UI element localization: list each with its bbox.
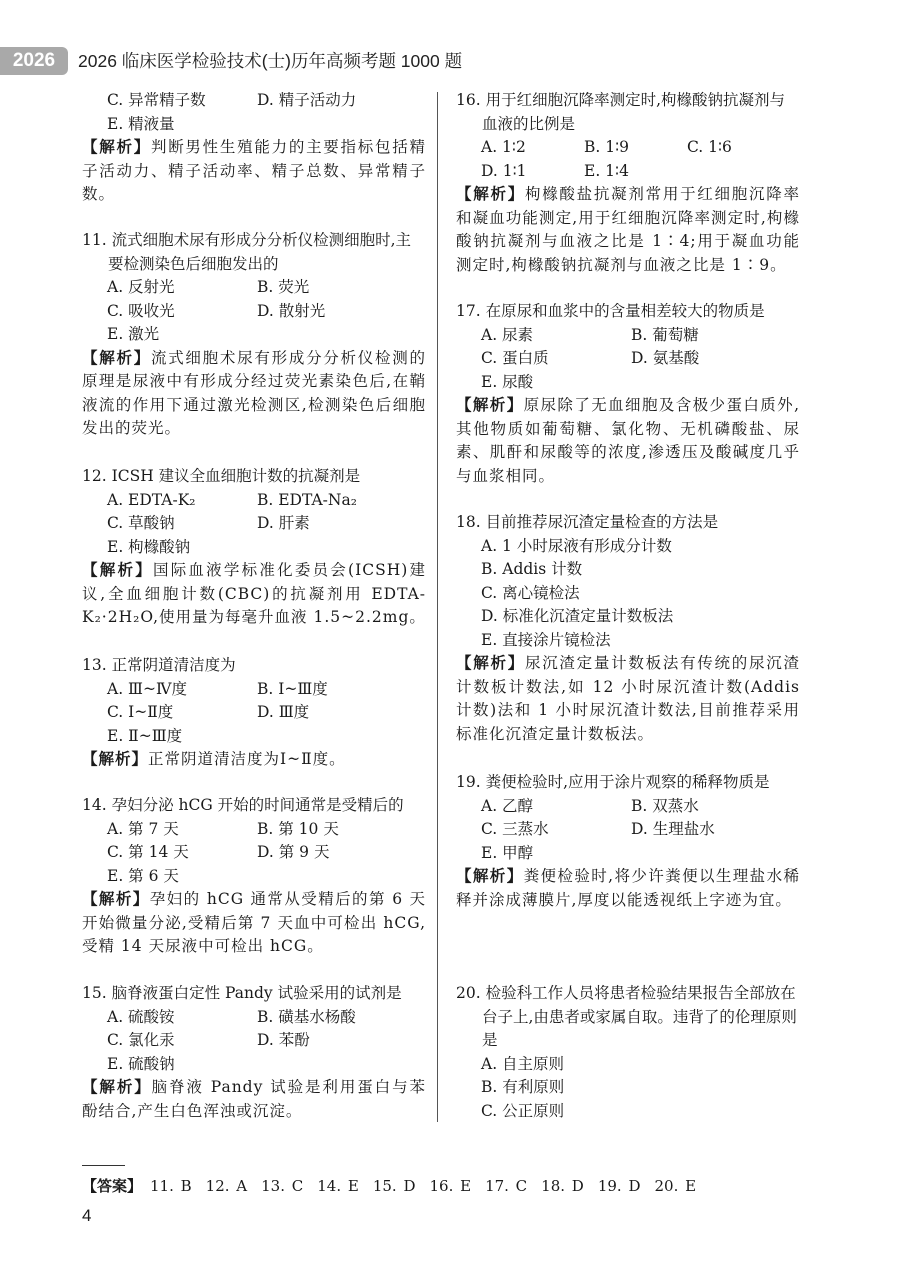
option: E. 激光 (107, 325, 160, 343)
answer-item: 18. D (541, 1177, 584, 1195)
analysis-tag: 【解析】 (82, 348, 151, 367)
option: C. Ⅰ~Ⅱ度 (107, 703, 174, 721)
options-list (456, 535, 800, 653)
option: C. 公正原则 (481, 1101, 565, 1120)
option: D. 标准化沉渣定量计数板法 (481, 607, 674, 625)
options-list (456, 795, 800, 866)
question-block (82, 89, 426, 207)
options-list (82, 818, 426, 889)
analysis-text: 尿沉渣定量计数板法有传统的尿沉渣计数板计数法,如 12 小时尿沉渣计数(Addis 计数)法和 1 小时尿沉渣计数法,目前推荐采用标准化沉渣定量计数板法。 (456, 654, 800, 743)
option: A. Ⅲ~Ⅳ度 (107, 679, 187, 698)
answer-item: 13. C (261, 1177, 304, 1195)
question-stem (456, 300, 800, 324)
answer-item: 20. E (654, 1177, 697, 1195)
analysis (82, 347, 426, 441)
option: C. 三蒸水 (481, 820, 549, 838)
question-stem (82, 229, 426, 276)
analysis-text: 流式细胞术尿有形成分分析仪检测的原理是尿液中有形成分经过荧光素染色后,在鞘液流的作用下通过激光检测区,检测染色后细胞发出的荧光。 (82, 348, 426, 437)
option: A. 反射光 (107, 278, 175, 296)
question-stem (82, 465, 426, 489)
question-text: 目前推荐尿沉渣定量检查的方法是 (485, 513, 719, 531)
option: E. 精液量 (107, 114, 175, 133)
option: D. Ⅲ度 (257, 703, 310, 721)
answer-key-tag: 【答案】 (82, 1177, 143, 1195)
analysis-tag: 【解析】 (456, 867, 524, 885)
question-number: 15. (82, 984, 107, 1002)
analysis-text: 原尿除了无血细胞及含极少蛋白质外,其他物质如葡萄糖、氯化物、无机磷酸盐、尿素、肌酐和尿酸等的浓度,渗透压及酸碱度几乎与血浆相同。 (456, 396, 800, 485)
question-number: 14. (82, 796, 107, 814)
analysis-text: 枸橼酸盐抗凝剂常用于红细胞沉降率和凝血功能测定,用于红细胞沉降率测定时,枸橼酸钠抗凝剂与血液之比是 1∶4;用于凝血功能测定时,枸橼酸钠抗凝剂与血液之比是 1∶9。 (456, 185, 800, 274)
question-text: ICSH 建议全血细胞计数的抗凝剂是 (111, 467, 361, 485)
question-text: 检验科工作人员将患者检验结果报告全部放在台子上,由患者或家属自取。违背了的伦理原则是 (482, 984, 797, 1049)
option: C. 离心镜检法 (481, 583, 580, 602)
analysis (456, 394, 800, 488)
answer-item: 17. C (485, 1177, 528, 1195)
question-block (456, 771, 800, 912)
analysis (82, 136, 426, 207)
analysis-tag: 【解析】 (456, 396, 524, 414)
analysis-text: 孕妇的 hCG 通常从受精后的第 6 天开始微量分泌,受精后第 7 天血中可检出 hCG,受精 14 天尿液中可检出 hCG。 (82, 890, 426, 955)
question-number: 18. (456, 513, 481, 531)
option: E. 尿酸 (481, 372, 534, 391)
question-text: 用于红细胞沉降率测定时,枸橼酸钠抗凝剂与血液的比例是 (482, 91, 786, 133)
answer-item: 11. B (150, 1177, 192, 1195)
answer-key (82, 1175, 710, 1197)
question-number: 11. (82, 231, 107, 249)
question-block (82, 794, 426, 959)
question-text: 在原尿和血浆中的含量相差较大的物质是 (485, 302, 765, 320)
option: C. 氯化汞 (107, 1031, 175, 1049)
question-text: 脑脊液蛋白定性 Pandy 试验采用的试剂是 (111, 984, 402, 1002)
option: E. Ⅱ~Ⅲ度 (107, 726, 183, 745)
options-list (456, 136, 800, 183)
analysis (456, 865, 800, 912)
options-list (82, 1006, 426, 1077)
option: D. 散射光 (257, 301, 326, 320)
option: B. 1∶9 (584, 138, 630, 156)
option: C. 第 14 天 (107, 843, 189, 861)
analysis-tag: 【解析】 (456, 185, 525, 203)
options-list (82, 678, 426, 749)
question-text: 粪便检验时,应用于涂片观察的稀释物质是 (485, 773, 770, 791)
option: D. 生理盐水 (631, 820, 715, 838)
option: D. 第 9 天 (257, 843, 330, 861)
analysis (82, 748, 426, 772)
analysis-tag: 【解析】 (82, 561, 153, 579)
option: B. 双蒸水 (631, 796, 699, 815)
option: E. 硫酸钠 (107, 1054, 175, 1073)
option: E. 1∶4 (584, 161, 629, 180)
page-number: 4 (82, 1206, 92, 1225)
column-divider (437, 92, 438, 1122)
question-number: 12. (82, 467, 107, 485)
answer-item: 12. A (205, 1177, 248, 1195)
analysis-tag: 【解析】 (82, 750, 149, 768)
option: C. 蛋白质 (481, 349, 549, 367)
question-number: 20. (456, 984, 481, 1002)
running-header-title: 2026 临床医学检验技术(士)历年高频考题 1000 题 (78, 51, 463, 71)
analysis-tag: 【解析】 (82, 1078, 152, 1096)
question-number: 17. (456, 302, 481, 320)
analysis-text: 判断男性生殖能力的主要指标包括精子活动力、精子活动率、精子总数、异常精子数。 (82, 138, 426, 203)
year-tab: 2026 (0, 47, 68, 75)
question-text: 正常阴道清洁度为 (111, 656, 236, 674)
question-block (82, 982, 426, 1123)
option: A. EDTA-K₂ (107, 490, 196, 509)
analysis-text: 脑脊液 Pandy 试验是利用蛋白与苯酚结合,产生白色浑浊或沉淀。 (82, 1078, 426, 1120)
analysis-tag: 【解析】 (82, 138, 151, 156)
option: C. 1∶6 (687, 138, 732, 156)
option: A. 尿素 (481, 325, 534, 344)
question-block (456, 982, 800, 1123)
question-stem (456, 771, 800, 795)
option: C. 异常精子数 (107, 91, 206, 109)
question-text: 流式细胞术尿有形成分分析仪检测细胞时,主要检测染色后细胞发出的 (108, 231, 412, 273)
question-stem (456, 89, 800, 136)
analysis-tag: 【解析】 (82, 890, 150, 908)
option: A. 自主原则 (481, 1054, 565, 1073)
analysis (456, 183, 800, 277)
analysis (456, 652, 800, 746)
option: B. 磺基水杨酸 (257, 1007, 356, 1026)
answer-item: 16. E (429, 1177, 472, 1195)
option: A. 第 7 天 (107, 819, 179, 838)
question-block (456, 300, 800, 488)
option: C. 吸收光 (107, 301, 175, 320)
option: D. 氨基酸 (631, 349, 700, 367)
options-list (456, 324, 800, 395)
question-block (456, 511, 800, 746)
option: A. 乙醇 (481, 796, 534, 815)
option: B. 葡萄糖 (631, 325, 699, 344)
option: B. Addis 计数 (481, 560, 583, 578)
question-text: 孕妇分泌 hCG 开始的时间通常是受精后的 (111, 796, 404, 814)
question-number: 19. (456, 773, 481, 791)
option: B. 荧光 (257, 278, 310, 296)
analysis (82, 1076, 426, 1123)
analysis-text: 粪便检验时,将少许粪便以生理盐水稀释并涂成薄膜片,厚度以能透视纸上字迹为宜。 (456, 867, 800, 909)
answer-item: 19. D (597, 1177, 641, 1195)
option: A. 硫酸铵 (107, 1007, 175, 1026)
options-list (82, 89, 426, 136)
option: B. 有利原则 (481, 1078, 565, 1096)
question-stem (82, 654, 426, 678)
option: E. 第 6 天 (107, 866, 179, 885)
option: E. 枸橼酸钠 (107, 537, 191, 556)
question-stem (456, 982, 800, 1053)
question-number: 16. (456, 91, 481, 109)
footnote-rule (82, 1165, 125, 1166)
option: B. Ⅰ~Ⅲ度 (257, 679, 328, 698)
analysis (82, 888, 426, 959)
question-block (456, 89, 800, 277)
question-stem (82, 794, 426, 818)
question-block (82, 654, 426, 772)
option: E. 甲醇 (481, 843, 534, 862)
question-stem (456, 511, 800, 535)
analysis-text: 正常阴道清洁度为Ⅰ~Ⅱ度。 (148, 750, 346, 768)
analysis (82, 559, 426, 630)
analysis-text: 国际血液学标准化委员会(ICSH)建议,全血细胞计数(CBC)的抗凝剂用 EDTA-K₂·2H₂O,使用量为每毫升血液 1.5~2.2mg。 (82, 561, 426, 626)
question-block (82, 465, 426, 630)
question-number: 13. (82, 656, 107, 674)
answer-item: 15. D (372, 1177, 416, 1195)
option: A. 1∶2 (481, 138, 526, 156)
options-list (82, 489, 426, 560)
answer-item: 14. E (317, 1177, 359, 1195)
option: C. 草酸钠 (107, 514, 175, 532)
option: D. 精子活动力 (257, 91, 357, 109)
question-stem (82, 982, 426, 1006)
option: B. EDTA-Na₂ (257, 490, 357, 509)
option: D. 肝素 (257, 514, 310, 532)
option: D. 苯酚 (257, 1031, 310, 1049)
option: B. 第 10 天 (257, 819, 339, 838)
analysis-tag: 【解析】 (456, 654, 525, 672)
option: E. 直接涂片镜检法 (481, 630, 611, 649)
options-list (82, 276, 426, 347)
option: A. 1 小时尿液有形成分计数 (481, 536, 672, 555)
options-list (456, 1053, 800, 1124)
question-block (82, 229, 426, 441)
option: D. 1∶1 (481, 161, 527, 180)
